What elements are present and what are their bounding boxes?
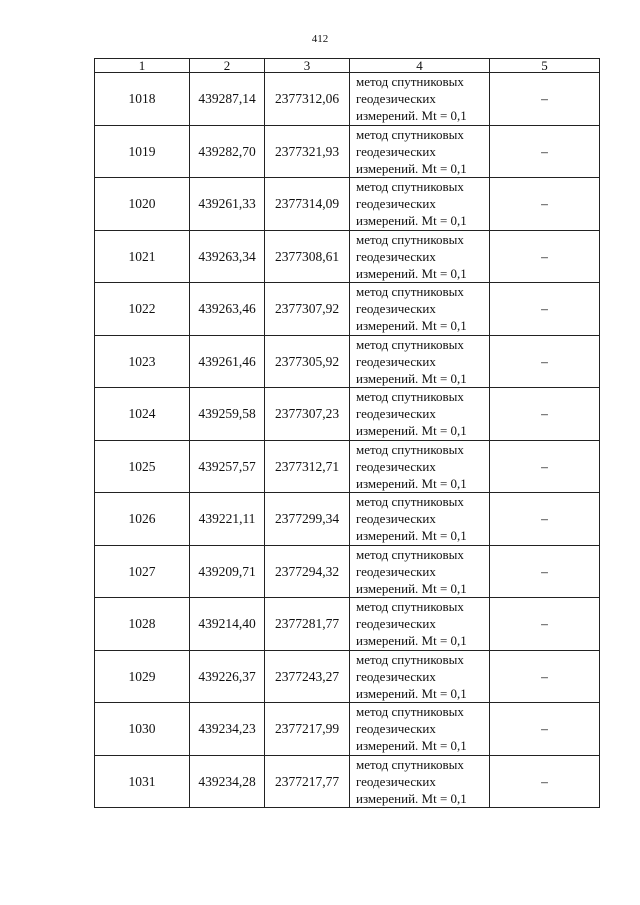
table-row bbox=[95, 493, 600, 546]
cell-note: – bbox=[490, 125, 600, 178]
table-row bbox=[95, 230, 600, 283]
table-row bbox=[95, 755, 600, 808]
cell-y-coordinate: 2377314,09 bbox=[265, 178, 350, 231]
cell-method: метод спутниковых геодезических измерений. Mt = 0,1 bbox=[350, 440, 490, 493]
cell-method: метод спутниковых геодезических измерений. Mt = 0,1 bbox=[350, 755, 490, 808]
cell-note: – bbox=[490, 388, 600, 441]
cell-point-number: 1021 bbox=[95, 230, 190, 283]
cell-x-coordinate: 439214,40 bbox=[190, 598, 265, 651]
cell-note: – bbox=[490, 755, 600, 808]
table-row bbox=[95, 73, 600, 126]
cell-x-coordinate: 439209,71 bbox=[190, 545, 265, 598]
header-col-2: 2 bbox=[190, 59, 265, 73]
cell-method: метод спутниковых геодезических измерений. Mt = 0,1 bbox=[350, 178, 490, 231]
cell-method: метод спутниковых геодезических измерений. Mt = 0,1 bbox=[350, 650, 490, 703]
cell-x-coordinate: 439261,33 bbox=[190, 178, 265, 231]
table-row bbox=[95, 703, 600, 756]
table-header bbox=[95, 59, 600, 73]
cell-x-coordinate: 439221,11 bbox=[190, 493, 265, 546]
cell-point-number: 1022 bbox=[95, 283, 190, 336]
cell-method: метод спутниковых геодезических измерений. Mt = 0,1 bbox=[350, 388, 490, 441]
cell-y-coordinate: 2377217,99 bbox=[265, 703, 350, 756]
cell-y-coordinate: 2377305,92 bbox=[265, 335, 350, 388]
cell-note: – bbox=[490, 230, 600, 283]
cell-x-coordinate: 439234,23 bbox=[190, 703, 265, 756]
cell-note: – bbox=[490, 598, 600, 651]
cell-note: – bbox=[490, 178, 600, 231]
cell-note: – bbox=[490, 703, 600, 756]
cell-y-coordinate: 2377299,34 bbox=[265, 493, 350, 546]
page-number: 412 bbox=[311, 33, 329, 45]
cell-x-coordinate: 439259,58 bbox=[190, 388, 265, 441]
cell-point-number: 1025 bbox=[95, 440, 190, 493]
table-body bbox=[95, 73, 600, 808]
cell-note: – bbox=[490, 545, 600, 598]
cell-point-number: 1030 bbox=[95, 703, 190, 756]
cell-method: метод спутниковых геодезических измерений. Mt = 0,1 bbox=[350, 230, 490, 283]
table-row bbox=[95, 440, 600, 493]
cell-y-coordinate: 2377308,61 bbox=[265, 230, 350, 283]
header-col-3: 3 bbox=[265, 59, 350, 73]
cell-note: – bbox=[490, 650, 600, 703]
cell-point-number: 1018 bbox=[95, 73, 190, 126]
cell-point-number: 1027 bbox=[95, 545, 190, 598]
cell-y-coordinate: 2377243,27 bbox=[265, 650, 350, 703]
cell-method: метод спутниковых геодезических измерений. Mt = 0,1 bbox=[350, 283, 490, 336]
cell-note: – bbox=[490, 335, 600, 388]
cell-x-coordinate: 439287,14 bbox=[190, 73, 265, 126]
table-row bbox=[95, 125, 600, 178]
cell-x-coordinate: 439234,28 bbox=[190, 755, 265, 808]
cell-method: метод спутниковых геодезических измерений. Mt = 0,1 bbox=[350, 125, 490, 178]
cell-note: – bbox=[490, 283, 600, 336]
cell-point-number: 1019 bbox=[95, 125, 190, 178]
cell-point-number: 1026 bbox=[95, 493, 190, 546]
cell-method: метод спутниковых геодезических измерений. Mt = 0,1 bbox=[350, 493, 490, 546]
cell-point-number: 1023 bbox=[95, 335, 190, 388]
table-row bbox=[95, 650, 600, 703]
cell-method: метод спутниковых геодезических измерений. Mt = 0,1 bbox=[350, 73, 490, 126]
cell-x-coordinate: 439226,37 bbox=[190, 650, 265, 703]
cell-y-coordinate: 2377217,77 bbox=[265, 755, 350, 808]
table-row bbox=[95, 598, 600, 651]
cell-method: метод спутниковых геодезических измерений. Mt = 0,1 bbox=[350, 703, 490, 756]
cell-y-coordinate: 2377312,71 bbox=[265, 440, 350, 493]
cell-point-number: 1020 bbox=[95, 178, 190, 231]
cell-x-coordinate: 439261,46 bbox=[190, 335, 265, 388]
cell-note: – bbox=[490, 493, 600, 546]
table-row bbox=[95, 388, 600, 441]
cell-method: метод спутниковых геодезических измерений. Mt = 0,1 bbox=[350, 598, 490, 651]
cell-y-coordinate: 2377294,32 bbox=[265, 545, 350, 598]
cell-point-number: 1029 bbox=[95, 650, 190, 703]
cell-y-coordinate: 2377307,92 bbox=[265, 283, 350, 336]
table-row bbox=[95, 283, 600, 336]
cell-y-coordinate: 2377307,23 bbox=[265, 388, 350, 441]
header-row bbox=[95, 59, 600, 73]
coordinates-table bbox=[94, 58, 600, 808]
header-col-1: 1 bbox=[95, 59, 190, 73]
table-row bbox=[95, 178, 600, 231]
cell-note: – bbox=[490, 440, 600, 493]
cell-point-number: 1031 bbox=[95, 755, 190, 808]
cell-x-coordinate: 439263,46 bbox=[190, 283, 265, 336]
cell-x-coordinate: 439282,70 bbox=[190, 125, 265, 178]
cell-y-coordinate: 2377321,93 bbox=[265, 125, 350, 178]
cell-method: метод спутниковых геодезических измерений. Mt = 0,1 bbox=[350, 545, 490, 598]
table-row bbox=[95, 545, 600, 598]
cell-y-coordinate: 2377281,77 bbox=[265, 598, 350, 651]
cell-x-coordinate: 439257,57 bbox=[190, 440, 265, 493]
cell-point-number: 1028 bbox=[95, 598, 190, 651]
cell-note: – bbox=[490, 73, 600, 126]
header-col-4: 4 bbox=[350, 59, 490, 73]
cell-y-coordinate: 2377312,06 bbox=[265, 73, 350, 126]
cell-point-number: 1024 bbox=[95, 388, 190, 441]
cell-method: метод спутниковых геодезических измерений. Mt = 0,1 bbox=[350, 335, 490, 388]
header-col-5: 5 bbox=[490, 59, 600, 73]
cell-x-coordinate: 439263,34 bbox=[190, 230, 265, 283]
table-row bbox=[95, 335, 600, 388]
